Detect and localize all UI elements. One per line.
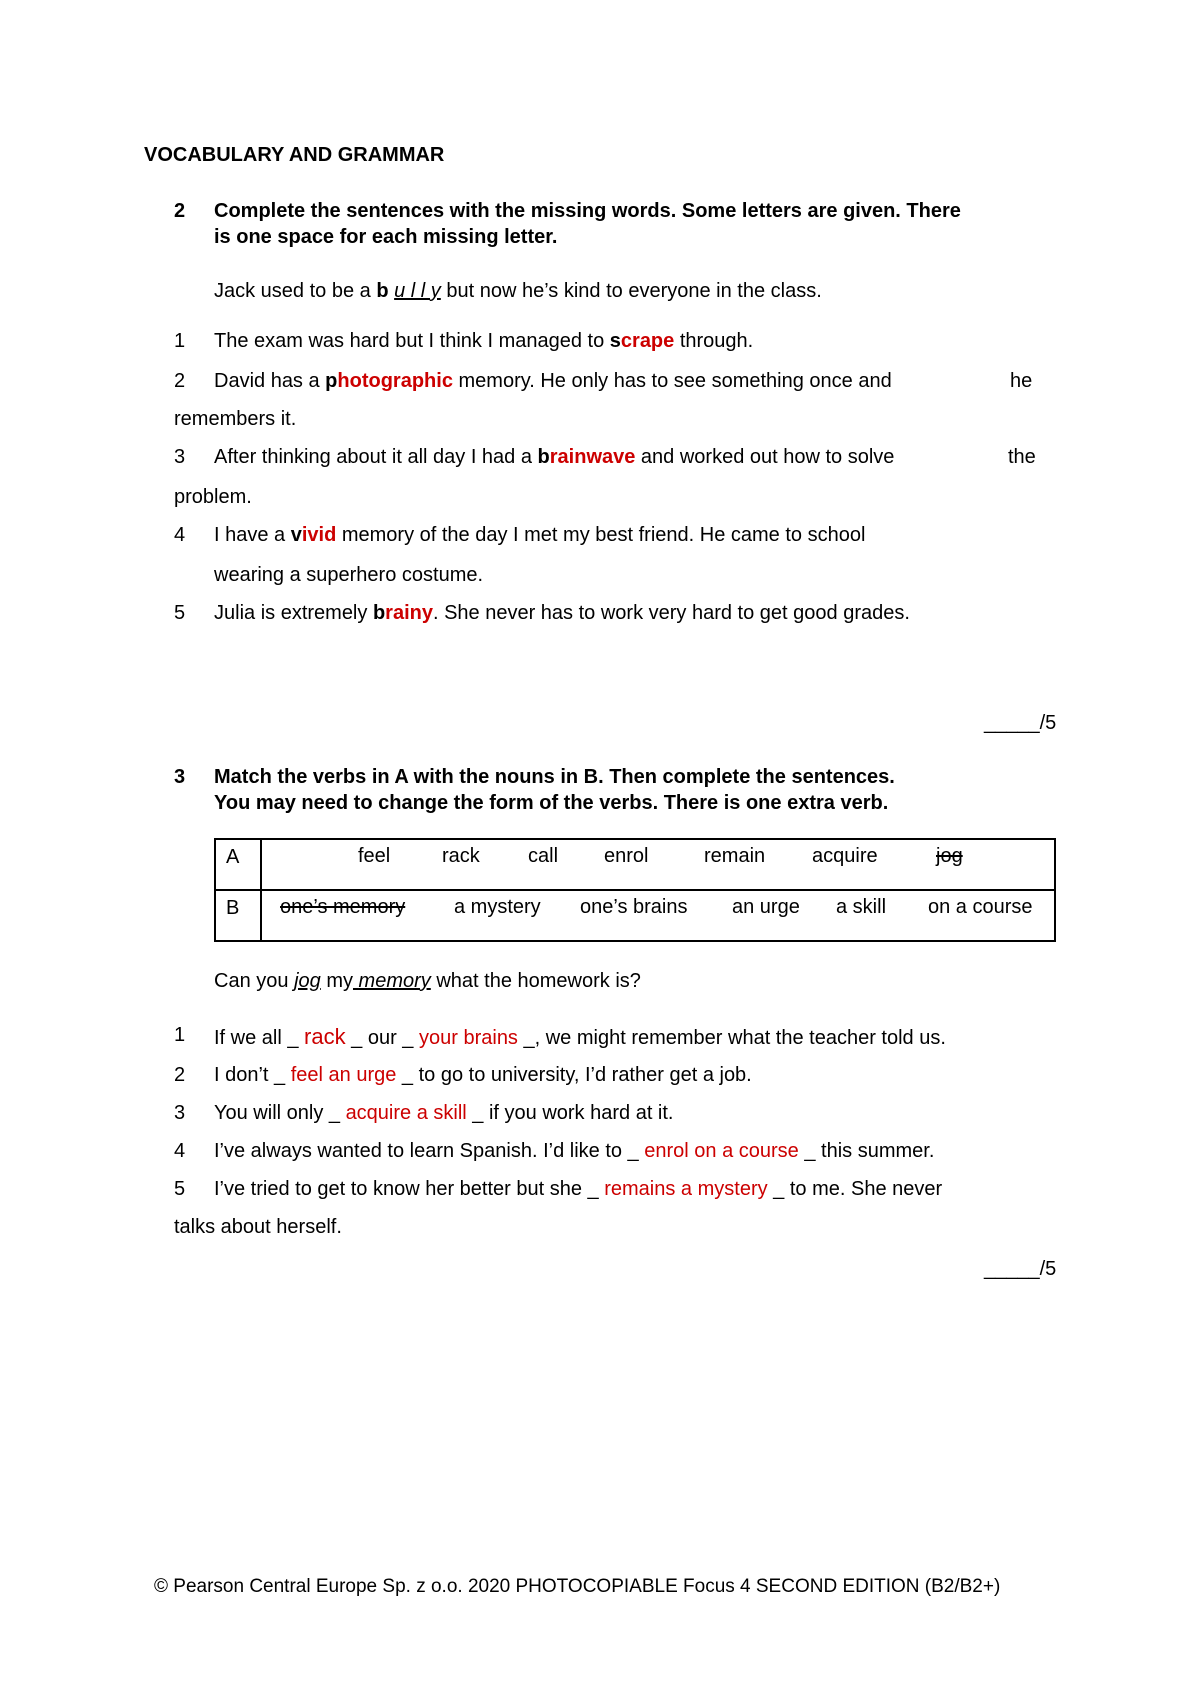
ex2-item-1: The exam was hard but I think I managed to scrape through. xyxy=(214,330,754,352)
row-a-label: A xyxy=(215,839,261,890)
verb-item-crossed: jog xyxy=(936,845,963,867)
noun-item: one’s brains xyxy=(580,896,688,918)
ex2-item-3-number: 3 xyxy=(174,446,186,468)
ex2-item-5: Julia is extremely brainy. She never has to work very hard to get good grades. xyxy=(214,602,910,624)
ex2-example: Jack used to be a b u l l y but now he’s kind to everyone in the class. xyxy=(214,280,822,302)
ex3-item-1-number: 1 xyxy=(174,1024,186,1046)
ex2-item-4-line2: wearing a superhero costume. xyxy=(214,564,484,586)
row-a-items xyxy=(261,839,1055,890)
answer: rainwave xyxy=(549,446,636,468)
verb-item: feel xyxy=(358,845,391,867)
verb-item: remain xyxy=(704,845,766,867)
verb-item: rack xyxy=(442,845,480,867)
ex2-instruction-line2: is one space for each missing letter. xyxy=(214,226,558,248)
match-table xyxy=(214,838,1056,942)
ex3-item-5: I’ve tried to get to know her better but she _ remains a mystery _ to me. She never xyxy=(214,1178,943,1200)
ex2-item-4-number: 4 xyxy=(174,524,186,546)
answer: your brains xyxy=(419,1027,518,1049)
noun-item: an urge xyxy=(732,896,800,918)
answer: acquire a skill xyxy=(345,1102,467,1124)
ex3-item-2-number: 2 xyxy=(174,1064,186,1086)
row-b-items xyxy=(261,890,1055,941)
section-title: VOCABULARY AND GRAMMAR xyxy=(144,144,445,166)
answer: rainy xyxy=(385,602,433,624)
ex3-item-5-line2: talks about herself. xyxy=(174,1216,342,1238)
ex3-item-1: If we all _ rack _ our _ your brains _, we might remember what the teacher told us. xyxy=(214,1024,946,1049)
ex2-score: _____/5 xyxy=(984,712,1057,734)
footer-copyright: © Pearson Central Europe Sp. z o.o. 2020 PHOTOCOPIABLE Focus 4 SECOND EDITION (B2/B2+) xyxy=(154,1576,1001,1597)
ex3-instruction-line2: You may need to change the form of the verbs. There is one extra verb. xyxy=(214,792,889,814)
ex2-instruction-line1: Complete the sentences with the missing words. Some letters are given. There xyxy=(214,200,961,222)
ex2-item-3-tail: the xyxy=(1008,446,1036,468)
ex3-item-3: You will only _ acquire a skill _ if you work hard at it. xyxy=(214,1102,674,1124)
answer: feel an urge xyxy=(290,1064,397,1086)
answer: hotograph xyxy=(337,370,437,392)
ex2-item-2: David has a photographic memory. He only has to see something once and xyxy=(214,370,892,392)
ex2-item-2-number: 2 xyxy=(174,370,186,392)
ex2-item-4: I have a vivid memory of the day I met my best friend. He came to school xyxy=(214,524,866,546)
ex3-score: _____/5 xyxy=(984,1258,1057,1280)
ex2-item-5-number: 5 xyxy=(174,602,186,624)
ex3-item-2: I don’t _ feel an urge _ to go to university, I’d rather get a job. xyxy=(214,1064,752,1086)
answer: crape xyxy=(620,330,675,352)
ex2-item-2-line2: remembers it. xyxy=(174,408,297,430)
ex3-item-3-number: 3 xyxy=(174,1102,186,1124)
answer: ivid xyxy=(301,524,337,546)
ex3-item-5-number: 5 xyxy=(174,1178,186,1200)
row-b-label: B xyxy=(215,890,261,941)
noun-item: on a course xyxy=(928,896,1033,918)
example-answer: u l l y xyxy=(394,280,441,302)
answer: rack xyxy=(304,1024,346,1049)
ex3-number: 3 xyxy=(174,766,186,788)
ex2-number: 2 xyxy=(174,200,186,222)
ex3-instruction-line1: Match the verbs in A with the nouns in B. Then complete the sentences. xyxy=(214,766,895,788)
ex2-item-3: After thinking about it all day I had a brainwave and worked out how to solve xyxy=(214,446,895,468)
verb-item: call xyxy=(528,845,559,867)
ex2-item-2-tail: he xyxy=(1010,370,1033,392)
ex2-item-1-number: 1 xyxy=(174,330,186,352)
noun-item: a mystery xyxy=(454,896,541,918)
answer: remains a mystery xyxy=(604,1178,768,1200)
noun-item-crossed: one’s memory xyxy=(280,896,406,918)
answer: enrol on a course xyxy=(644,1140,799,1162)
ex3-item-4-number: 4 xyxy=(174,1140,186,1162)
noun-item: a skill xyxy=(836,896,887,918)
verb-item: enrol xyxy=(604,845,649,867)
ex3-item-4: I’ve always wanted to learn Spanish. I’d like to _ enrol on a course _ this summer. xyxy=(214,1140,935,1162)
ex2-item-3-line2: problem. xyxy=(174,486,252,508)
ex3-example: Can you jog my memory what the homework is? xyxy=(214,970,641,992)
verb-item: acquire xyxy=(812,845,878,867)
